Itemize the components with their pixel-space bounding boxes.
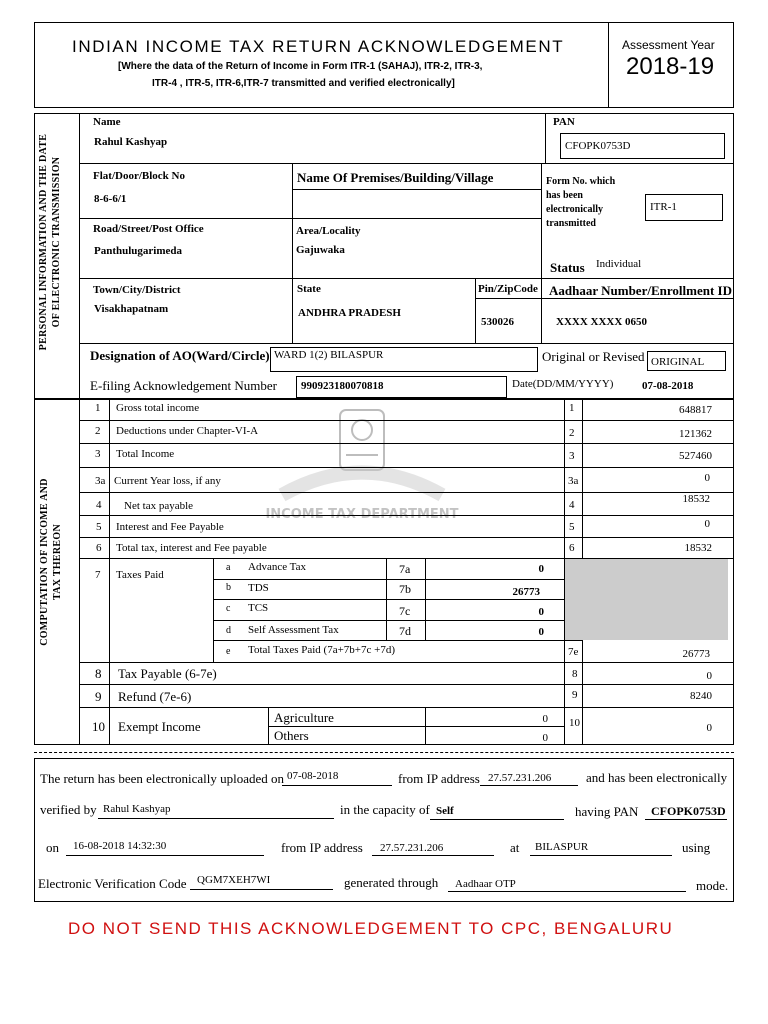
row-value: 648817 [679, 404, 712, 416]
emblem-watermark [262, 400, 462, 560]
row-label: Deductions under Chapter-VI-A [116, 425, 259, 437]
row9-ref: 9 [572, 689, 578, 701]
taxes-inner-divider [213, 558, 214, 662]
verify-text-11: Electronic Verification Code [38, 876, 187, 891]
tax-code: 7a [399, 562, 411, 576]
tax-value: 0 [538, 563, 544, 575]
row10-no: 10 [92, 719, 105, 734]
form-label-1: Form No. which [546, 176, 616, 187]
taxes-paid-label: Taxes Paid [116, 569, 164, 581]
row-no: 6 [96, 542, 102, 554]
header-divider [608, 22, 609, 108]
row10-value: 0 [706, 722, 712, 734]
row-ref: 3a [568, 475, 579, 487]
row8-ref: 8 [572, 668, 578, 680]
name-label: Name [93, 116, 121, 128]
ao-value: WARD 1(2) BILASPUR [274, 349, 384, 361]
tax-line [213, 599, 564, 600]
comp-line [79, 467, 734, 468]
row-no: 1 [95, 402, 101, 414]
orig-value: ORIGINAL [651, 356, 705, 368]
verifier-name: Rahul Kashyap [103, 803, 171, 815]
tax-letter: b [226, 582, 231, 593]
col-divider-b [541, 163, 542, 278]
assessment-year: 2018-19 [626, 53, 715, 80]
tax-value: 26773 [512, 586, 540, 598]
row10-label: Exempt Income [118, 719, 201, 734]
form-subtitle-2: ITR-4 , ITR-5, ITR-6,ITR-7 transmitted and verified electronically] [152, 78, 455, 89]
ip1-line [480, 785, 578, 786]
row-value: 527460 [679, 450, 712, 462]
row-ref: 4 [569, 499, 575, 511]
upload-date-line [282, 785, 392, 786]
row-value: 0 [704, 472, 710, 484]
total-value: 26773 [682, 648, 710, 660]
tax-value: 0 [538, 626, 544, 638]
capacity-line [430, 819, 564, 820]
pin-label: Pin/ZipCode [478, 283, 538, 295]
verify-text-4: verified by [40, 802, 97, 817]
verify-text-1: The return has been electronically uploaded on [40, 771, 285, 786]
verify-text-13: mode. [696, 878, 729, 893]
verify-text-12: generated through [344, 875, 439, 890]
row-label: Net tax payable [124, 500, 194, 512]
comp-line [79, 537, 734, 538]
col-divider-e [541, 278, 542, 343]
row-ref: 6 [569, 542, 575, 554]
pin-line [475, 298, 734, 299]
col-divider-d [475, 278, 476, 343]
col-divider-c [292, 278, 293, 343]
row-ref: 1 [569, 402, 575, 414]
form-label-4: transmitted [546, 218, 596, 229]
tax-letter: d [226, 625, 231, 636]
town-label: Town/City/District [93, 284, 181, 296]
verify-place: BILASPUR [535, 841, 589, 853]
tax-code: 7c [399, 604, 411, 618]
tax-line [213, 579, 564, 580]
form-label-3: electronically [546, 204, 604, 215]
ip2-line [372, 855, 494, 856]
verify-method: Aadhaar OTP [455, 878, 516, 890]
personal-side-label: PERSONAL INFORMATION AND THE DATE OF ELECTRONIC TRANSMISSION [38, 133, 62, 351]
date-label: Date(DD/MM/YYYY) [512, 378, 614, 390]
verify-text-8: from IP address [281, 840, 363, 855]
row-no: 2 [95, 425, 101, 437]
tax-label: TCS [248, 602, 269, 614]
row-value: 121362 [679, 428, 712, 440]
tax-code: 7d [399, 624, 411, 638]
evc-code: QGM7XEH7WI [197, 874, 271, 886]
road-value: Panthulugarimeda [94, 245, 183, 257]
col-divider-a [292, 163, 293, 278]
row9-value: 8240 [690, 690, 712, 702]
tax-letter: a [226, 562, 231, 573]
personal-side-divider [79, 113, 80, 399]
town-value: Visakhapatnam [94, 303, 169, 315]
tax-label: Advance Tax [248, 561, 306, 573]
shaded-area [565, 559, 728, 640]
row8-value: 0 [706, 670, 712, 682]
taxes-paid-no: 7 [95, 569, 101, 581]
ack-value: 990923180070818 [301, 380, 384, 392]
row9-no: 9 [95, 689, 102, 704]
comp-side-label: COMPUTATION OF INCOME AND TAX THEREON [39, 478, 63, 646]
verify-pan: CFOPK0753D [651, 804, 726, 818]
verify-text-5: in the capacity of [340, 802, 430, 817]
state-label: State [297, 283, 321, 295]
total-ref: 7e [568, 646, 579, 658]
verify-date: 16-08-2018 14:32:30 [73, 840, 167, 852]
ao-label: Designation of AO(Ward/Circle) [90, 348, 270, 363]
comp-line [79, 443, 734, 444]
row9-line [79, 707, 734, 708]
pan-value: CFOPK0753D [565, 140, 631, 152]
verify-date-line [66, 855, 264, 856]
place-line [530, 855, 672, 856]
total-label: Total Taxes Paid (7a+7b+7c +7d) [248, 644, 396, 656]
form-subtitle-1: [Where the data of the Return of Income in Form ITR-1 (SAHAJ), ITR-2, ITR-3, [118, 61, 483, 72]
ip-address-1: 27.57.231.206 [488, 772, 552, 784]
form-title: INDIAN INCOME TAX RETURN ACKNOWLEDGEMENT [72, 37, 565, 56]
tax-code: 7b [399, 582, 411, 596]
row10-ref: 10 [569, 717, 580, 729]
tax-label: Self Assessment Tax [248, 624, 339, 636]
row-label: Gross total income [116, 402, 200, 414]
premises-label: Name Of Premises/Building/Village [297, 170, 494, 185]
evc-line [190, 889, 333, 890]
total-letter: e [226, 646, 231, 657]
dashed-separator [34, 752, 734, 753]
row-value: 18532 [684, 542, 712, 554]
form-no-value: ITR-1 [650, 201, 677, 213]
premises-line [292, 189, 541, 190]
pan-label: PAN [553, 116, 575, 128]
date-value: 07-08-2018 [642, 380, 694, 392]
verify-pan-line [645, 819, 727, 820]
others-label: Others [274, 728, 309, 743]
row-ref: 5 [569, 521, 575, 533]
capacity: Self [436, 805, 454, 817]
row-value: 18532 [682, 493, 710, 505]
aadhaar-label: Aadhaar Number/Enrollment ID [549, 283, 732, 298]
comp-no-divider [109, 399, 110, 745]
verify-text-7: on [46, 840, 59, 855]
row-ref: 2 [569, 427, 575, 439]
row-line-1 [79, 163, 734, 164]
name-value: Rahul Kashyap [94, 136, 168, 148]
row-line-4 [79, 343, 734, 344]
agri-label: Agriculture [274, 710, 334, 725]
row-label: Total Income [116, 448, 175, 460]
tax-line [213, 640, 582, 641]
comp-line [79, 515, 734, 516]
ip-address-2: 27.57.231.206 [380, 842, 444, 854]
form-label-2: has been [546, 190, 583, 201]
tax-line [79, 662, 734, 663]
row-no: 3a [95, 475, 106, 487]
aadhaar-value: XXXX XXXX 0650 [556, 316, 648, 328]
verify-text-6: having PAN [575, 804, 639, 819]
row9-label: Refund (7e-6) [118, 689, 192, 704]
row-label: Current Year loss, if any [114, 475, 221, 487]
watermark-text: INCOME TAX DEPARTMENT [265, 507, 459, 522]
verify-text-10: using [682, 840, 711, 855]
pin-value: 530026 [481, 316, 514, 328]
others-value: 0 [542, 732, 548, 744]
row-label: Interest and Fee Payable [116, 521, 224, 533]
tax-letter: c [226, 603, 231, 614]
row-line-2 [79, 218, 541, 219]
flat-value: 8-6-6/1 [94, 193, 127, 205]
footer-notice: DO NOT SEND THIS ACKNOWLEDGEMENT TO CPC, BENGALURU [68, 919, 674, 938]
road-label: Road/Street/Post Office [93, 223, 204, 235]
tax-line [213, 620, 564, 621]
row-ref: 3 [569, 450, 575, 462]
orig-label: Original or Revised [542, 349, 645, 364]
row8-line [79, 684, 734, 685]
ack-label: E-filing Acknowledgement Number [90, 378, 278, 393]
verify-text-9: at [510, 840, 520, 855]
row-value: 0 [704, 518, 710, 530]
row8-no: 8 [95, 666, 102, 681]
tax-value: 0 [538, 606, 544, 618]
status-value: Individual [596, 258, 642, 270]
verify-text-2: from IP address [398, 771, 480, 786]
agri-val-divider [425, 707, 426, 745]
state-value: ANDHRA PRADESH [298, 307, 401, 319]
exempt-line [268, 726, 564, 727]
row-no: 3 [95, 448, 101, 460]
status-label: Status [550, 260, 585, 275]
flat-label: Flat/Door/Block No [93, 170, 185, 182]
comp-side-divider [79, 399, 80, 745]
agri-value: 0 [542, 713, 548, 725]
method-line [448, 891, 686, 892]
area-value: Gajuwaka [296, 244, 345, 256]
row-no: 4 [96, 499, 102, 511]
upload-date: 07-08-2018 [287, 770, 339, 782]
area-label: Area/Locality [296, 225, 361, 237]
row-no: 5 [96, 521, 102, 533]
verify-text-3: and has been electronically [586, 770, 728, 785]
row-line-3 [79, 278, 734, 279]
row-label: Total tax, interest and Fee payable [116, 542, 267, 554]
verifier-line [98, 818, 334, 819]
pan-divider [545, 113, 546, 163]
assessment-year-label: Assessment Year [622, 38, 715, 52]
comp-line [79, 420, 734, 421]
row8-label: Tax Payable (6-7e) [118, 666, 217, 681]
tax-label: TDS [248, 582, 269, 594]
